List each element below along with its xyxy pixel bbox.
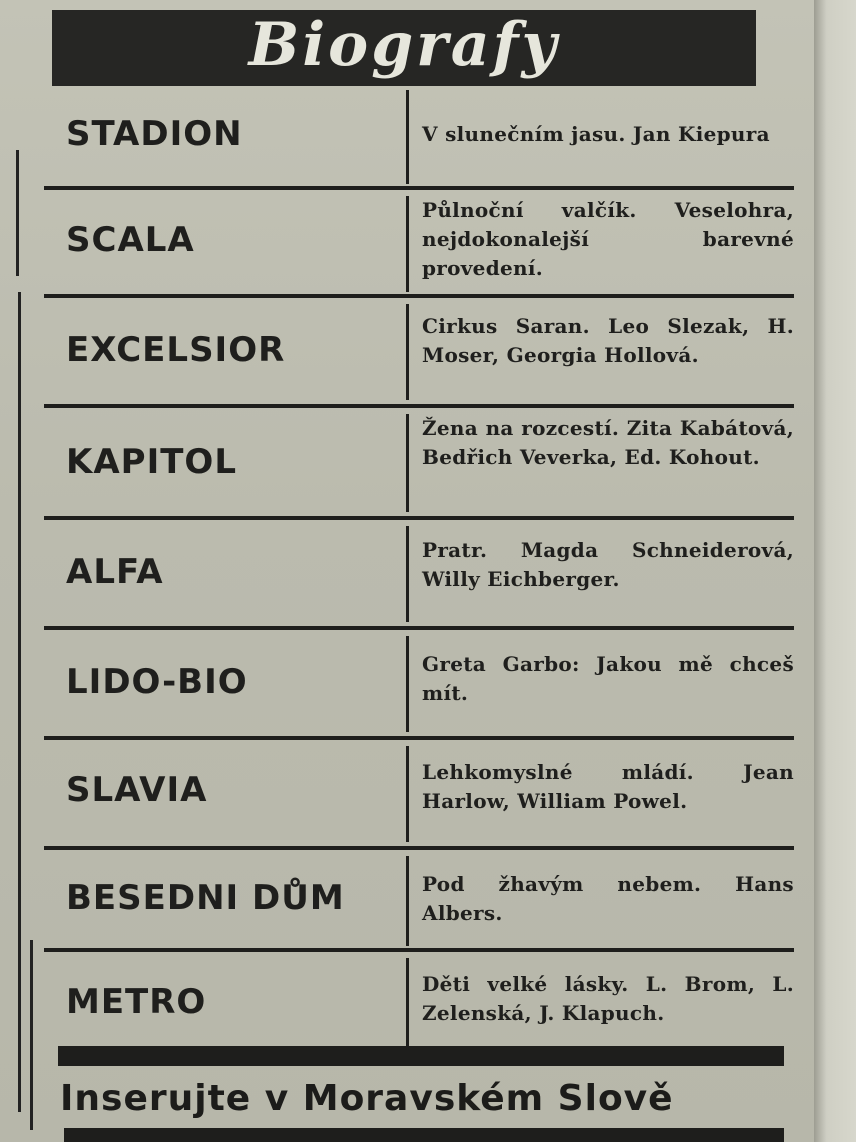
section-title: Biografy	[248, 10, 560, 80]
column-divider	[406, 958, 409, 1046]
film-description: Greta Garbo: Jakou mě chceš mít.	[422, 652, 794, 705]
cinema-name: STADION	[66, 114, 243, 154]
listing-row	[44, 408, 794, 520]
column-divider	[406, 746, 409, 842]
left-border-rule	[30, 940, 33, 1130]
column-divider	[406, 90, 409, 184]
film-description: V slunečním jasu. Jan Kiepura	[422, 122, 770, 146]
film-description: Žena na rozcestí. Zita Kabátová, Bedřich Veverka, Ed. Kohout.	[422, 416, 794, 469]
column-divider	[406, 856, 409, 946]
film-description: Lehkomyslné mládí. Jean Harlow, William Powel.	[422, 760, 794, 813]
listing-row	[44, 520, 794, 630]
header-banner	[52, 10, 756, 86]
cinema-name: LIDO-BIO	[66, 662, 248, 702]
film-description: Cirkus Saran. Leo Slezak, H. Moser, Georgia Hollová.	[422, 314, 794, 367]
cinema-name: EXCELSIOR	[66, 330, 286, 370]
film-description: Pod žhavým nebem. Hans Albers.	[422, 872, 794, 925]
listing-row	[44, 952, 794, 1046]
footer-rule-top	[58, 1046, 784, 1066]
film-description: Pratr. Magda Schneiderová, Willy Eichberger.	[422, 538, 794, 591]
listing-row	[44, 298, 794, 408]
listing-row	[44, 630, 794, 740]
film-description: Půlnoční valčík. Veselohra, nejdokonalejší barevné provedení.	[422, 198, 794, 280]
footer-advert: Inserujte v Moravském Slově	[60, 1078, 674, 1119]
left-border-rule	[18, 292, 21, 1112]
listing-row	[44, 740, 794, 850]
listing-row	[44, 850, 794, 952]
column-divider	[406, 196, 409, 292]
listing-row	[44, 190, 794, 298]
column-divider	[406, 526, 409, 622]
film-description: Děti velké lásky. L. Brom, L. Zelenská, J. Klapuch.	[422, 972, 794, 1025]
column-divider	[406, 304, 409, 400]
column-divider	[406, 636, 409, 732]
cinema-name: SCALA	[66, 220, 195, 260]
listing-row	[44, 86, 794, 190]
cinema-name: KAPITOL	[66, 442, 237, 482]
cinema-name: ALFA	[66, 552, 164, 592]
column-divider	[406, 414, 409, 512]
left-border-rule	[16, 150, 19, 276]
cinema-name: SLAVIA	[66, 770, 208, 810]
cinema-name: METRO	[66, 982, 207, 1022]
page-edge	[814, 0, 856, 1142]
footer-rule-bottom	[64, 1128, 784, 1142]
cinema-name: BESEDNI DŮM	[66, 878, 345, 918]
